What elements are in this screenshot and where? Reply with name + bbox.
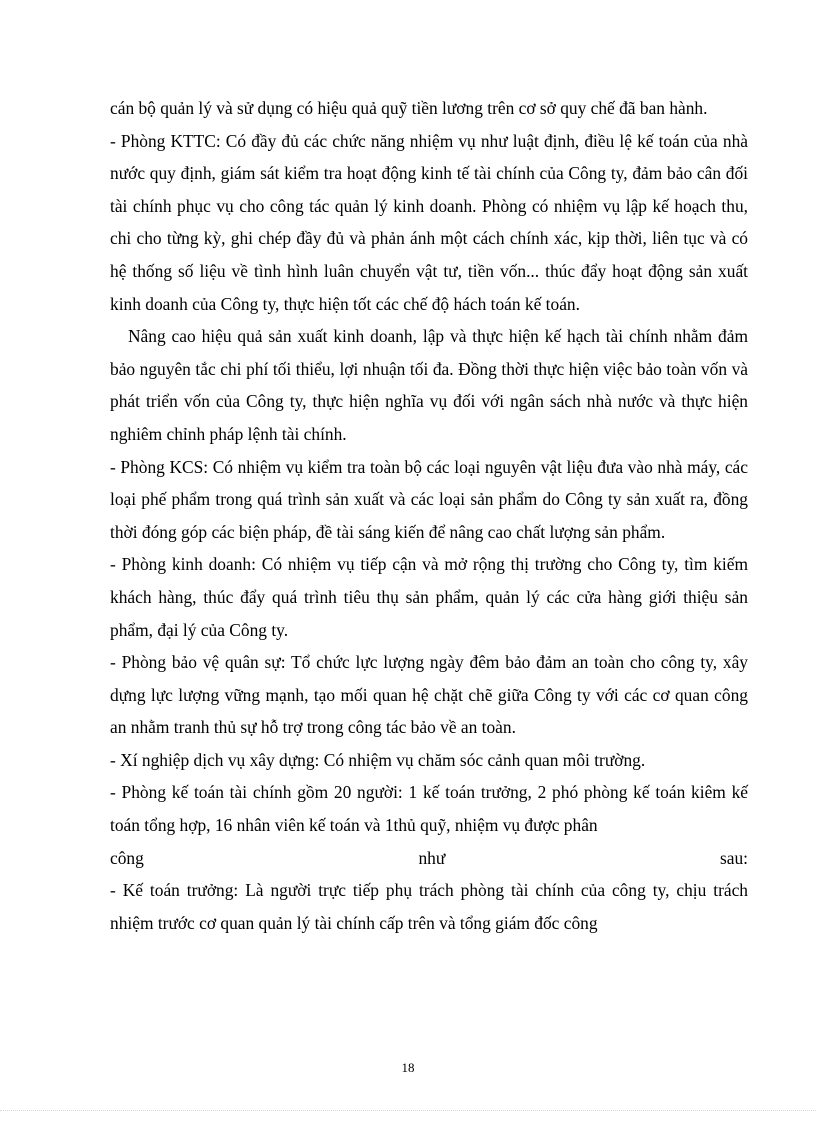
document-body	[110, 92, 748, 939]
paragraph-kttc-department: - Phòng KTTC: Có đầy đủ các chức năng nhiệm vụ như luật định, điều lệ kế toán của nhà nước quy định, giám sát kiểm tra hoạt động kinh tế tài chính của Công ty, đảm bảo cân đối tài chính phục vụ cho công tác quản lý kinh doanh. Phòng có nhiệm vụ lập kế hoạch thu, chi cho từng kỳ, ghi chép đầy đủ và phản ánh một cách chính xác, kịp thời, liên tục và có hệ thống số liệu về tình hình luân chuyển vật tư, tiền vốn... thúc đẩy hoạt động sản xuất kinh doanh của Công ty, thực hiện tốt các chế độ hách toán kế toán.	[110, 130, 748, 314]
bottom-divider	[0, 1110, 816, 1111]
spread-word-middle: như	[418, 847, 446, 868]
paragraph-business-efficiency: Nâng cao hiệu quả sản xuất kinh doanh, lập và thực hiện kế hạch tài chính nhằm đảm bảo nguyên tắc chi phí tối thiểu, lợi nhuận tối đa. Đồng thời thực hiện việc bảo toàn vốn và phát triển vốn của Công ty, thực hiện nghĩa vụ đối với ngân sách nhà nước và thực hiện nghiêm chỉnh pháp lệnh tài chính.	[110, 326, 748, 444]
paragraph-salary-fund: cán bộ quản lý và sử dụng có hiệu quả quỹ tiền lương trên cơ sở quy chế đã ban hành.	[110, 98, 708, 118]
paragraph-construction-service: - Xí nghiệp dịch vụ xây dựng: Có nhiệm vụ chăm sóc cảnh quan môi trường.	[110, 749, 646, 770]
paragraph-accounting-department: - Phòng kế toán tài chính gồm 20 người: 1 kế toán trưởng, 2 phó phòng kế toán kiêm kế toán tổng hợp, 16 nhân viên kế toán và 1thủ quỹ, nhiệm vụ được phân	[110, 782, 748, 836]
paragraph-chief-accountant: - Kế toán trưởng: Là người trực tiếp phụ trách phòng tài chính của công ty, chịu trách nhiệm trước cơ quan quản lý tài chính cấp trên và tổng giám đốc công	[110, 880, 748, 933]
spread-justified-line	[110, 842, 748, 875]
paragraph-kcs-department: - Phòng KCS: Có nhiệm vụ kiểm tra toàn bộ các loại nguyên vật liệu đưa vào nhà máy, các loại phế phẩm trong quá trình sản xuất và các loại sản phẩm do Công ty sản xuất ra, đồng thời đóng góp các biện pháp, đề tài sáng kiến để nâng cao chất lượng sản phẩm.	[110, 456, 748, 542]
paragraph-sales-department: - Phòng kinh doanh: Có nhiệm vụ tiếp cận và mở rộng thị trường cho Công ty, tìm kiếm khách hàng, thúc đẩy quá trình tiêu thụ sản phẩm, quản lý các cửa hàng giới thiệu sản phẩm, đại lý của Công ty.	[110, 554, 748, 640]
page-number: 18	[401, 1060, 415, 1075]
spread-word-right: sau:	[719, 847, 748, 868]
spread-word-left: công	[110, 847, 144, 868]
paragraph-security-department: - Phòng bảo vệ quân sự: Tổ chức lực lượng ngày đêm bảo đảm an toàn cho công ty, xây dựng lực lượng vững mạnh, tạo mối quan hệ chặt chẽ giữa Công ty với các cơ quan công an nhằm tranh thủ sự hỗ trợ trong công tác bảo về an toàn.	[110, 652, 748, 738]
